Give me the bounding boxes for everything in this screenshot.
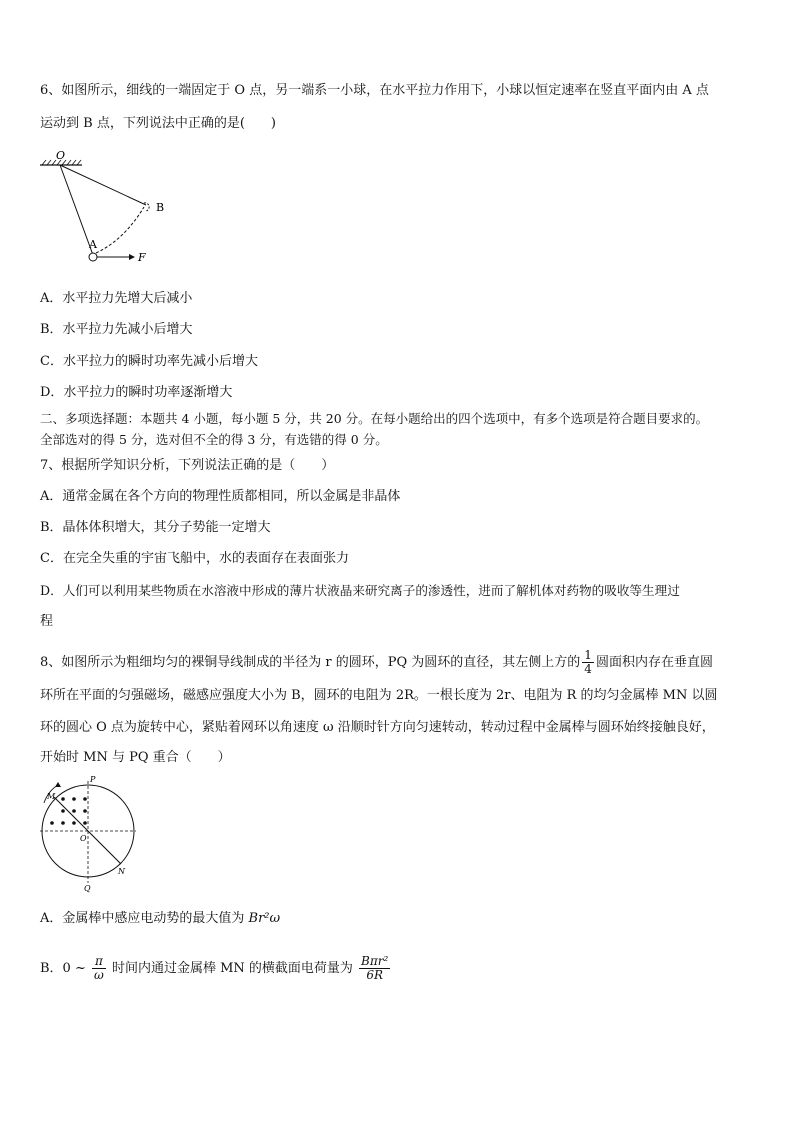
fraction-denominator: 4 bbox=[584, 662, 592, 676]
section2-line1: 二、多项选择题：本题共 4 小题，每小题 5 分，共 20 分。在每小题给出的四个选项中，有多个选项是符合题目要求的。 bbox=[40, 411, 709, 426]
q7-option-d: D．人们可以利用某些物质在水溶液中形成的薄片状液晶来研究离子的渗透性，进而了解机体对药物的吸收等生理过 bbox=[40, 583, 680, 598]
q8-option-b bbox=[40, 955, 392, 982]
label-O-center: O bbox=[80, 834, 87, 843]
q8-option-b-middle: 时间内通过金属棒 MN 的横截面电荷量为 bbox=[111, 961, 353, 976]
label-F: F bbox=[138, 251, 146, 264]
force-arrow-head bbox=[129, 254, 135, 260]
label-O: O bbox=[56, 149, 66, 162]
q8-stem-line1-part-a: 8、如图所示为粗细均匀的裸铜导线制成的半径为 r 的圆环，PQ 为圆环的直径，其左侧上方的 bbox=[40, 655, 581, 670]
fraction-numerator: π bbox=[92, 955, 106, 969]
q6-option-d: D．水平拉力的瞬时功率逐渐增大 bbox=[40, 385, 233, 400]
label-P: P bbox=[90, 775, 96, 784]
one-quarter-fraction bbox=[582, 649, 594, 676]
metal-rod-MN bbox=[54, 797, 121, 864]
q8-stem-line2: 环所在平面的匀强磁场，磁感应强度大小为 B，圆环的电阻为 2R。一根长度为 2r、电阻为 R 的均匀金属棒 MN 以圆 bbox=[40, 688, 718, 703]
q8-stem-line1-part-b: 圆面积内存在垂直圆 bbox=[595, 655, 713, 670]
q6-option-c: C．水平拉力的瞬时功率先减小后增大 bbox=[40, 354, 258, 369]
fraction-numerator: 1 bbox=[584, 648, 592, 662]
section2-line2: 全部选对的得 5 分，选对但不全的得 3 分，有选错的得 0 分。 bbox=[40, 432, 388, 447]
q6-option-a: A．水平拉力先增大后减小 bbox=[40, 291, 193, 306]
ball-A bbox=[89, 253, 97, 261]
q8-option-a-formula: Br²ω bbox=[248, 911, 281, 926]
label-N: N bbox=[118, 867, 125, 876]
q8-stem-line4: 开始时 MN 与 PQ 重合（ ） bbox=[40, 750, 231, 765]
q6-stem-line2: 运动到 B 点，下列说法中正确的是( ) bbox=[40, 116, 276, 131]
rotation-arrow-head bbox=[55, 782, 61, 787]
label-A: A bbox=[89, 238, 97, 251]
q8-option-a bbox=[40, 910, 280, 928]
q6-option-b: B．水平拉力先减小后增大 bbox=[40, 322, 193, 337]
q7-option-b: B．晶体体积增大，其分子势能一定增大 bbox=[40, 520, 271, 535]
fraction-numerator: Bπr² bbox=[361, 954, 389, 968]
q8-ring-figure bbox=[34, 773, 144, 893]
q7-option-d-continuation: 程 bbox=[40, 614, 54, 629]
pi-over-omega-fraction bbox=[92, 955, 106, 982]
label-B: B bbox=[156, 201, 165, 214]
label-Q: Q bbox=[84, 884, 91, 893]
q7-option-a: A．通常金属在各个方向的物理性质都相同，所以金属是非晶体 bbox=[40, 489, 401, 504]
q8-stem-line1 bbox=[40, 649, 713, 676]
q8-option-b-prefix: B．0 ~ bbox=[40, 961, 86, 976]
q7-stem: 7、根据所学知识分析，下列说法正确的是（ ） bbox=[40, 458, 335, 473]
charge-fraction bbox=[359, 955, 390, 982]
q6-pendulum-figure bbox=[34, 145, 174, 270]
fraction-denominator: ω bbox=[94, 968, 104, 982]
q7-option-c: C．在完全失重的宇宙飞船中，水的表面存在表面张力 bbox=[40, 551, 349, 566]
q6-stem-line1: 6、如图所示，细线的一端固定于 O 点，另一端系一小球，在水平拉力作用下，小球以恒定速率在竖直平面内由 A 点 bbox=[40, 83, 709, 98]
fraction-denominator: 6R bbox=[366, 968, 383, 982]
label-M: M bbox=[47, 792, 56, 801]
trajectory-arc bbox=[96, 207, 144, 253]
q8-option-a-text: A．金属棒中感应电动势的最大值为 bbox=[40, 911, 245, 926]
q8-stem-line3: 环的圆心 O 点为旋转中心，紧贴着网环以角速度 ω 沿顺时针方向匀速转动，转动过程中金属棒与圆环始终接触良好， bbox=[40, 720, 715, 735]
